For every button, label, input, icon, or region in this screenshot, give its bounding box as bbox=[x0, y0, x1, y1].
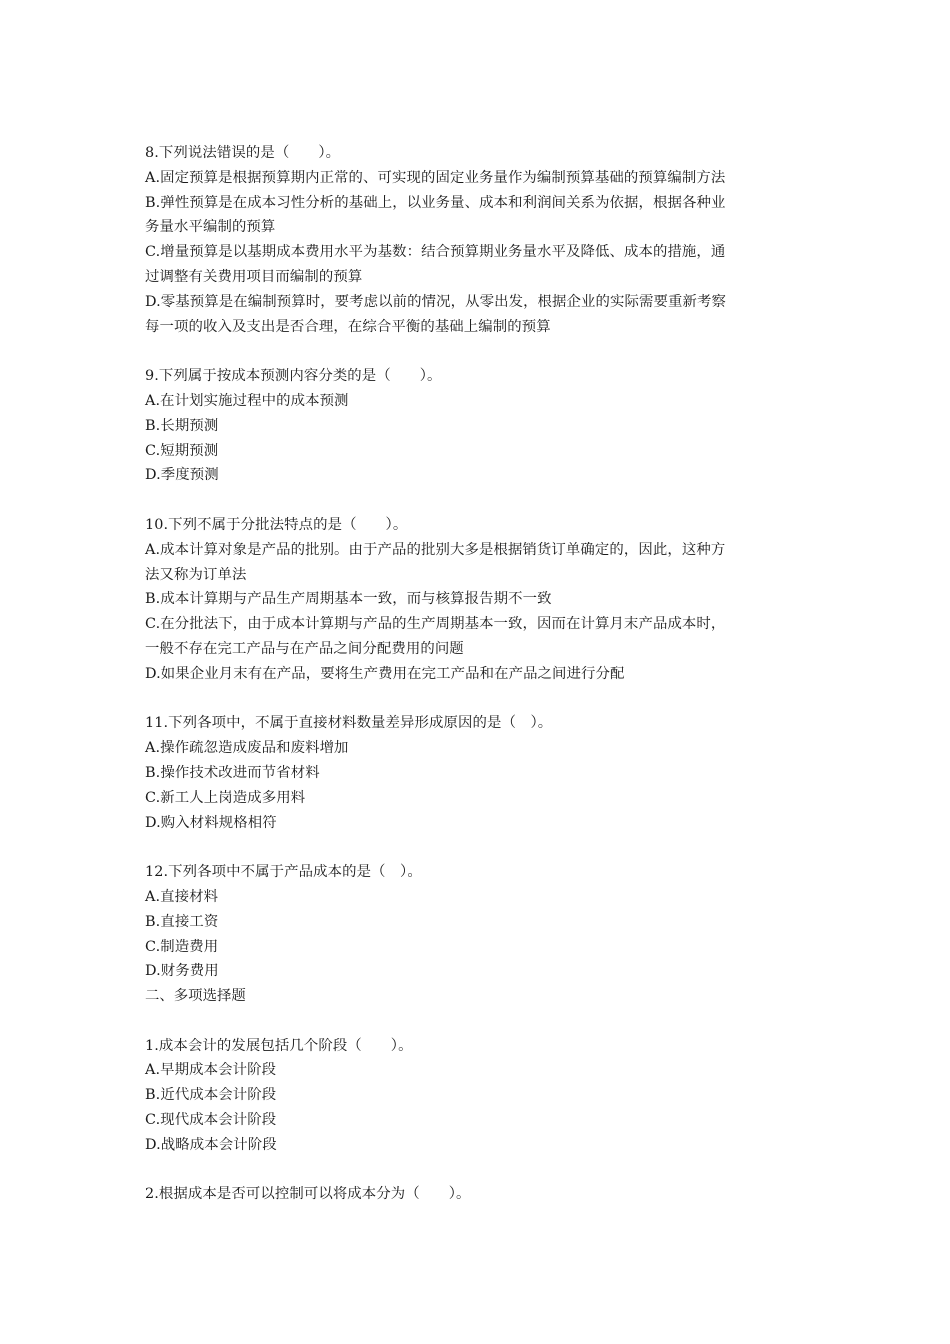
option-line: A.成本计算对象是产品的批别。由于产品的批别大多是根据销货订单确定的，因此，这种方 bbox=[145, 541, 726, 558]
option-line: C.制造费用 bbox=[145, 938, 219, 955]
blank-line bbox=[145, 488, 813, 513]
option-line: A.直接材料 bbox=[145, 888, 219, 905]
blank-line bbox=[145, 835, 813, 860]
multi-question-2 bbox=[145, 1182, 813, 1207]
option-line: B.长期预测 bbox=[145, 417, 219, 434]
question-12 bbox=[145, 860, 813, 984]
section-heading: 二、多项选择题 bbox=[145, 988, 246, 1005]
option-line: D.如果企业月末有在产品，要将生产费用在完工产品和在产品之间进行分配 bbox=[145, 665, 625, 682]
option-line: D.购入材料规格相符 bbox=[145, 814, 277, 831]
option-line: 每一项的收入及支出是否合理，在综合平衡的基础上编制的预算 bbox=[145, 318, 551, 335]
question-stem: 12.下列各项中不属于产品成本的是（ ）。 bbox=[145, 864, 422, 881]
option-line: B.直接工资 bbox=[145, 913, 219, 930]
option-line: C.短期预测 bbox=[145, 442, 219, 459]
multi-question-1 bbox=[145, 1034, 813, 1158]
option-line: 法又称为订单法 bbox=[145, 566, 247, 583]
question-stem: 1.成本会计的发展包括几个阶段（ ）。 bbox=[145, 1037, 413, 1054]
question-8 bbox=[145, 141, 813, 339]
question-stem: 9.下列属于按成本预测内容分类的是（ ）。 bbox=[145, 368, 442, 385]
option-line: A.早期成本会计阶段 bbox=[145, 1062, 277, 1079]
option-line: B.弹性预算是在成本习性分析的基础上，以业务量、成本和利润间关系为依据，根据各种业 bbox=[145, 194, 726, 211]
question-stem: 11.下列各项中，不属于直接材料数量差异形成原因的是（ ）。 bbox=[145, 715, 553, 732]
option-line: D.零基预算是在编制预算时，要考虑以前的情况，从零出发，根据企业的实际需要重新考察 bbox=[145, 293, 726, 310]
option-line: 一般不存在完工产品与在产品之间分配费用的问题 bbox=[145, 640, 464, 657]
option-line: C.新工人上岗造成多用料 bbox=[145, 789, 306, 806]
option-line: A.固定预算是根据预算期内正常的、可实现的固定业务量作为编制预算基础的预算编制方法 bbox=[145, 169, 726, 186]
blank-line bbox=[145, 1009, 813, 1034]
document-page bbox=[145, 141, 813, 1207]
option-line: C.增量预算是以基期成本费用水平为基数：结合预算期业务量水平及降低、成本的措施，通 bbox=[145, 244, 726, 261]
option-line: B.操作技术改进而节省材料 bbox=[145, 764, 320, 781]
question-11 bbox=[145, 711, 813, 835]
option-line: B.近代成本会计阶段 bbox=[145, 1087, 277, 1104]
option-line: A.在计划实施过程中的成本预测 bbox=[145, 392, 349, 409]
option-line: D.战略成本会计阶段 bbox=[145, 1136, 277, 1153]
option-line: C.在分批法下，由于成本计算期与产品的生产周期基本一致，因而在计算月末产品成本时， bbox=[145, 616, 726, 633]
option-line: D.财务费用 bbox=[145, 963, 219, 980]
question-10 bbox=[145, 513, 813, 687]
option-line: C.现代成本会计阶段 bbox=[145, 1112, 277, 1129]
question-stem: 10.下列不属于分批法特点的是（ ）。 bbox=[145, 516, 408, 533]
option-line: A.操作疏忽造成废品和废料增加 bbox=[145, 740, 349, 757]
question-9 bbox=[145, 364, 813, 488]
blank-line bbox=[145, 1158, 813, 1183]
blank-line bbox=[145, 687, 813, 712]
blank-line bbox=[145, 339, 813, 364]
option-line: D.季度预测 bbox=[145, 467, 219, 484]
option-line: B.成本计算期与产品生产周期基本一致，而与核算报告期不一致 bbox=[145, 591, 552, 608]
option-line: 过调整有关费用项目而编制的预算 bbox=[145, 268, 363, 285]
question-stem: 2.根据成本是否可以控制可以将成本分为（ ）。 bbox=[145, 1186, 471, 1203]
option-line: 务量水平编制的预算 bbox=[145, 219, 276, 236]
question-stem: 8.下列说法错误的是（ ）。 bbox=[145, 145, 341, 161]
